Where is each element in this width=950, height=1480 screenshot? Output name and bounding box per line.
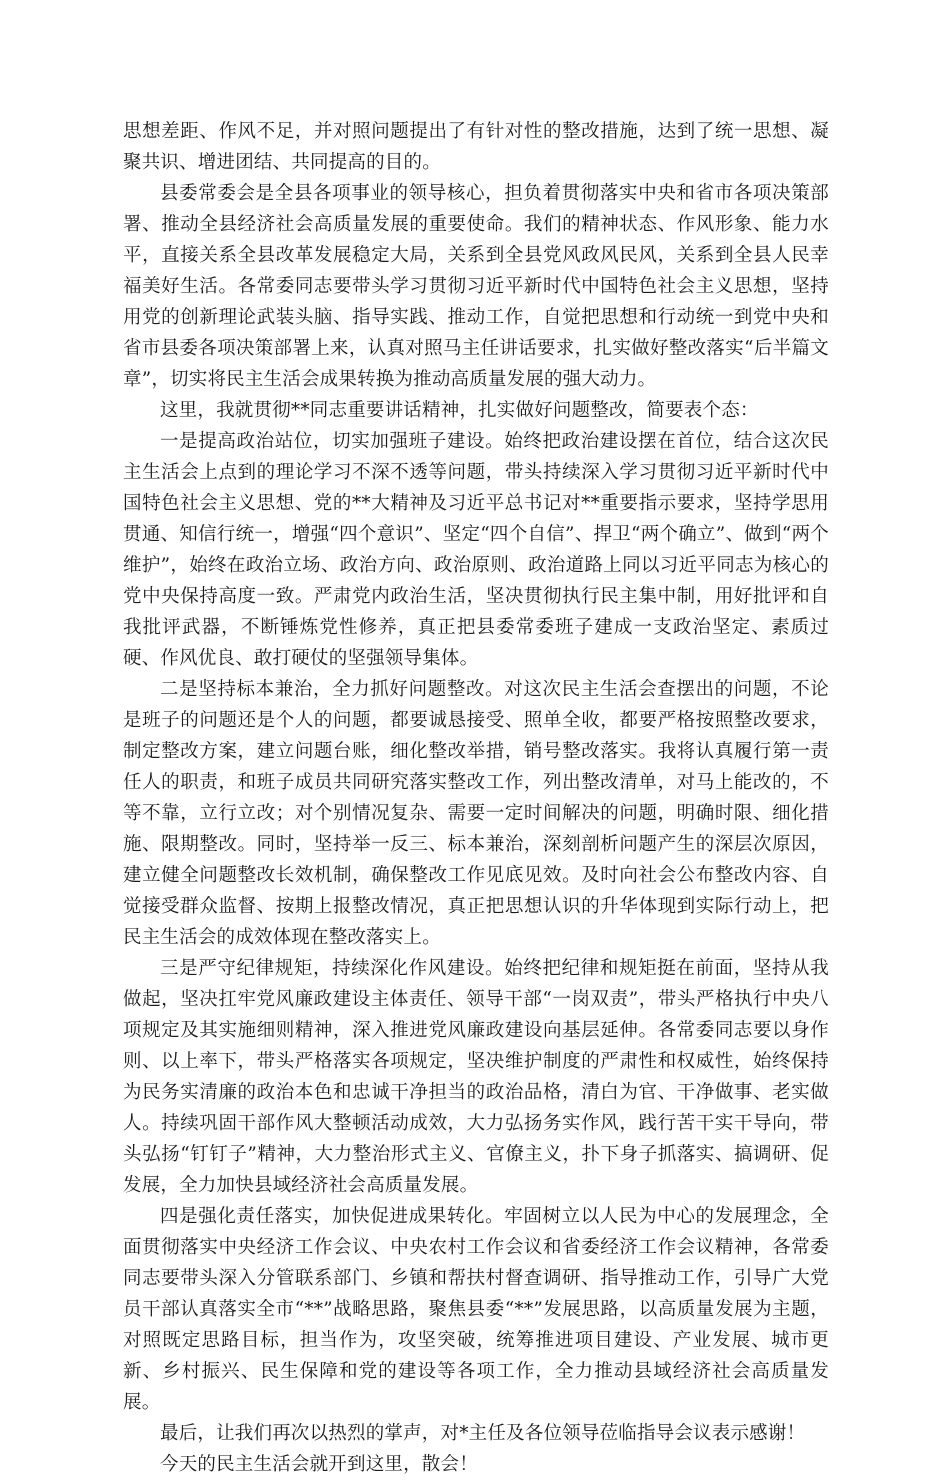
paragraph-statement-intro: 这里，我就贯彻**同志重要讲话精神，扎实做好问题整改，简要表个态： [160, 400, 759, 421]
paragraph-closing: 今天的民主生活会就开到这里，散会！ [160, 1454, 478, 1475]
paragraph-point-two: 二是坚持标本兼治，全力抓好问题整改。对这次民主生活会查摆出的问题，不论是班子的问题还是个人的问题，都要诚恳接受、照单全收，都要严格按照整改要求，制定整改方案，建立问题台账，细化整改举措，销号整改落实。我将认真履行第一责任人的职责，和班子成员共同研究落实整改工作，列出整改清单，对马上能改的，不等不靠，立行立改；对个别情况复杂、需要一定时间解决的问题，明确时限、细化措施、限期整改。同时，坚持举一反三、标本兼治，深刻剖析问题产生的深层次原因，建立健全问题整改长效机制，确保整改工作见底见效。及时向社会公布整改内容、自觉接受群众监督、按期上报整改情况，真正把思想认识的升华体现到实际行动上，把民主生活会的成效体现在整改落实上。 [123, 679, 829, 948]
paragraph-standing-committee-role: 县委常委会是全县各项事业的领导核心，担负着贯彻落实中央和省市各项决策部署、推动全县经济社会高质量发展的重要使命。我们的精神状态、作风形象、能力水平，直接关系全县改革发展稳定大局，关系到全县党风政风民风，关系到全县人民幸福美好生活。各常委同志要带头学习贯彻习近平新时代中国特色社会主义思想，坚持用党的创新理论武装头脑、指导实践、推动工作，自觉把思想和行动统一到党中央和省市县委各项决策部署上来，认真对照马主任讲话要求，扎实做好整改落实“后半篇文章”，切实将民主生活会成果转换为推动高质量发展的强大动力。 [123, 183, 829, 390]
document-page [123, 116, 829, 1480]
paragraph-opening-continuation: 思想差距、作风不足，并对照问题提出了有针对性的整改措施，达到了统一思想、凝聚共识、增进团结、共同提高的目的。 [123, 121, 829, 173]
paragraph-point-three: 三是严守纪律规矩，持续深化作风建设。始终把纪律和规矩挺在前面，坚持从我做起，坚决扛牢党风廉政建设主体责任、领导干部“一岗双责”，带头严格执行中央八项规定及其实施细则精神，深入推进党风廉政建设向基层延伸。各常委同志要以身作则、以上率下，带头严格落实各项规定，坚决维护制度的严肃性和权威性，始终保持为民务实清廉的政治本色和忠诚干净担当的政治品格，清白为官、干净做事、老实做人。持续巩固干部作风大整顿活动成效，大力弘扬务实作风，践行苦干实干导向，带头弘扬“钉钉子”精神，大力整治形式主义、官僚主义，扑下身子抓落实、搞调研、促发展，全力加快县域经济社会高质量发展。 [123, 958, 829, 1196]
paragraph-point-one: 一是提高政治站位，切实加强班子建设。始终把政治建设摆在首位，结合这次民主生活会上点到的理论学习不深不透等问题，带头持续深入学习贯彻习近平新时代中国特色社会主义思想、党的**大精神及习近平总书记对**重要指示要求，坚持学思用贯通、知信行统一，增强“四个意识”、坚定“四个自信”、捍卫“两个确立”、做到“两个维护”，始终在政治立场、政治方向、政治原则、政治道路上同以习近平同志为核心的党中央保持高度一致。严肃党内政治生活，坚决贯彻执行民主集中制，用好批评和自我批评武器，不断锤炼党性修养，真正把县委常委班子建成一支政治坚定、素质过硬、作风优良、敢打硬仗的坚强领导集体。 [123, 431, 829, 669]
paragraph-point-four: 四是强化责任落实，加快促进成果转化。牢固树立以人民为中心的发展理念，全面贯彻落实中央经济工作会议、中央农村工作会议和省委经济工作会议精神，各常委同志要带头深入分管联系部门、乡镇和帮扶村督查调研、指导推动工作，引导广大党员干部认真落实全市“**”战略思路，聚焦县委“**”发展思路，以高质量发展为主题，对照既定思路目标，担当作为，攻坚突破，统筹推进项目建设、产业发展、城市更新、乡村振兴、民生保障和党的建设等各项工作，全力推动县域经济社会高质量发展。 [123, 1206, 829, 1413]
paragraph-thanks: 最后，让我们再次以热烈的掌声，对*主任及各位领导莅临指导会议表示感谢！ [160, 1423, 806, 1444]
